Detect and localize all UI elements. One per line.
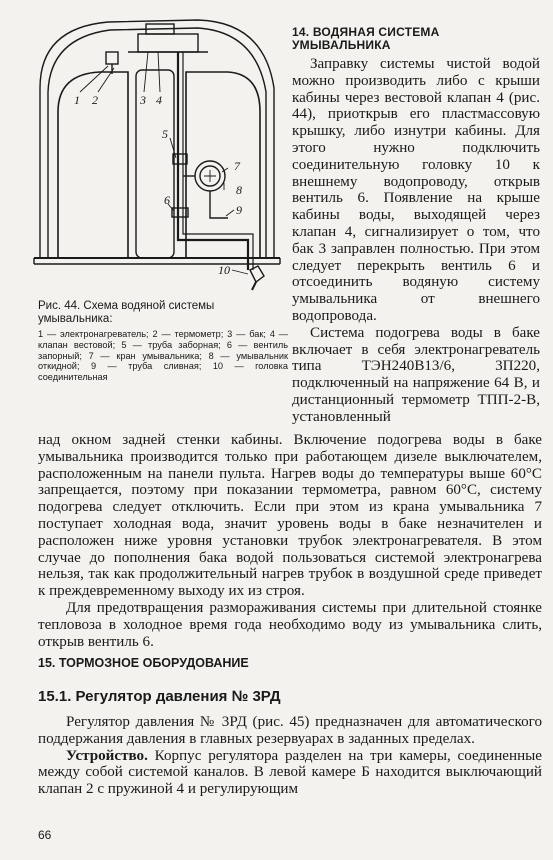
section-15-paragraph-2 xyxy=(38,748,542,798)
section-14-paragraph-2-column: Система подогрева воды в баке включает в себя электронагреватель типа ТЭН240В13/6, 3П220, подключенный на напряжение 64 В, и дистанционный термометр ТПП-2-В, установленный xyxy=(292,324,540,425)
section-15-text xyxy=(38,714,542,798)
section-14-paragraph-3: Для предотвращения размораживания системы при длительной стоянке тепловоза в холодное время года необходимо воду из умывальника слить, открыв вентиль 6. xyxy=(38,599,542,650)
callout-3: 3 xyxy=(140,93,146,107)
section-14-paragraph-1: Заправку системы чистой водой можно производить либо с крыши кабины через вестовой клапан 4 (рис. 44), приоткрыв его пластмассовую крышку, либо изнутри кабины. Для этого нужно подключить соединительную головку 10 к внешнему водопроводу, открыв вентиль 6. Появление на крыше кабины воды, выходящей через клапан 4, сигнализирует о том, что бак 3 заправлен полностью. При этом следует перекрыть вентиль 6 и отсоединить водяную систему умывальника от внешнего водопровода. xyxy=(292,56,540,324)
full-width-text xyxy=(38,432,542,650)
paragraph-body: Корпус регулятора разделен на три камеры, соединенные между собой системой каналов. В левой камере Б находится выключающий клапан 2 с пружиной 4 и регулирующим xyxy=(38,747,542,798)
callout-4: 4 xyxy=(156,93,162,107)
callout-5: 5 xyxy=(162,127,168,141)
callout-9: 9 xyxy=(236,203,242,217)
caption-legend: 1 — электронагреватель; 2 — термометр; 3 — бак; 4 — клапан вестовой; 5 — труба заборная; 6 — вентиль запорный; 7 — кран умывальника; 8 — умывальник откидной; 9 — труба сливная; 10 — головка соединительная xyxy=(38,329,288,383)
figure-caption xyxy=(38,300,288,383)
callout-10: 10 xyxy=(218,263,230,277)
diagram-drawing xyxy=(28,8,286,294)
callout-6: 6 xyxy=(164,193,170,207)
callout-7: 7 xyxy=(234,159,240,173)
right-column-text xyxy=(292,26,540,426)
section-15-paragraph-1: Регулятор давления № 3РД (рис. 45) предназначен для автоматического поддержания давления в главных резервуарах в заданных пределах. xyxy=(38,714,542,747)
subsection-15-1-title: 15.1. Регулятор давления № 3РД xyxy=(38,688,281,705)
caption-title: Рис. 44. Схема водяной системы умывальника: xyxy=(38,300,215,325)
callout-8: 8 xyxy=(236,183,242,197)
section-14-paragraph-2-full: над окном задней стенки кабины. Включение подогрева воды в баке умывальника производится только при работающем дизеле выключателем, расположенным на панели пульта. Нагрев воды до температуры выше 60°С запрещается, поэтому при показании термометра, равном 60°С, систему подогрева следует отключить. Если при этом из крана умывальника 7 поступает холодная вода, значит уровень воды в баке незначителен и расположен ниже уровня установки трубок электронагревателя. В этом случае до пополнения бака водой пользоваться системой электронагрева нельзя, так как продолжительный нагрев трубок в воздушной среде приведет к преждевременному выходу их из строя. xyxy=(38,432,542,600)
section-15-title: 15. ТОРМОЗНОЕ ОБОРУДОВАНИЕ xyxy=(38,656,249,670)
page-number: 66 xyxy=(38,828,52,842)
paragraph-lead-term: Устройство. xyxy=(66,747,148,764)
callout-2: 2 xyxy=(92,93,98,107)
callout-1: 1 xyxy=(74,93,80,107)
figure-44-water-system-diagram xyxy=(28,8,286,294)
section-14-title: 14. ВОДЯНАЯ СИСТЕМА УМЫВАЛЬНИКА xyxy=(292,25,440,52)
